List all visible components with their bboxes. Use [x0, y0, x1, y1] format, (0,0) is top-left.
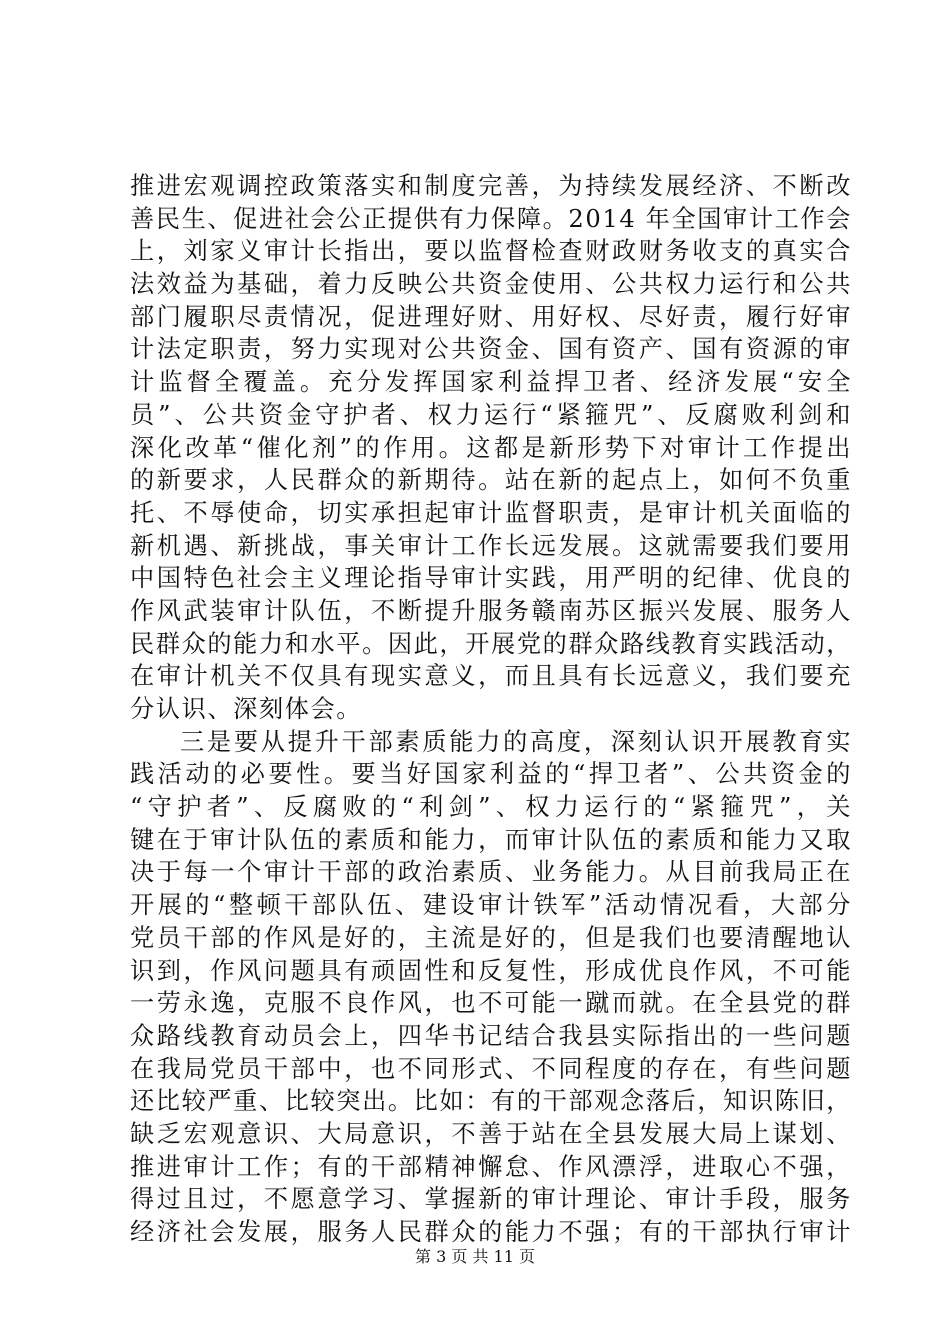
- text-line: 分认识、深刻体会。: [130, 695, 363, 723]
- text-line: 法效益为基础，着力反映公共资金使用、公共权力运行和公共: [130, 270, 852, 299]
- text-line: 党员干部的作风是好的，主流是好的，但是我们也要清醒地认: [130, 923, 852, 952]
- text-line: 众路线教育动员会上，四华书记结合我县实际指出的一些问题: [130, 1021, 852, 1050]
- text-line: 在我局党员干部中，也不同形式、不同程度的存在，有些问题: [130, 1054, 852, 1083]
- text-line: 计监督全覆盖。充分发挥国家利益捍卫者、经济发展“安全: [130, 368, 852, 397]
- text-line: 员”、公共资金守护者、权力运行“紧箍咒”、反腐败利剑和: [130, 400, 852, 429]
- text-line: 一劳永逸，克服不良作风，也不可能一蹴而就。在全县党的群: [130, 989, 852, 1018]
- text-line: 作风武装审计队伍，不断提升服务赣南苏区振兴发展、服务人: [130, 596, 852, 625]
- text-line: 中国特色社会主义理论指导审计实践，用严明的纪律、优良的: [130, 564, 852, 593]
- text-line: 得过且过，不愿意学习、掌握新的审计理论、审计手段，服务: [130, 1185, 852, 1214]
- text-line: 善民生、促进社会公正提供有力保障。2014 年全国审计工作会: [130, 204, 852, 233]
- text-line: 还比较严重、比较突出。比如：有的干部观念落后，知识陈旧，: [130, 1087, 853, 1116]
- text-line: 在审计机关不仅具有现实意义，而且具有长远意义，我们要充: [130, 662, 852, 691]
- text-line: 键在于审计队伍的素质和能力，而审计队伍的素质和能力又取: [130, 825, 852, 854]
- text-line: 深化改革“催化剂”的作用。这都是新形势下对审计工作提出: [130, 433, 852, 462]
- text-line: 部门履职尽责情况，促进理好财、用好权、尽好责，履行好审: [130, 302, 852, 331]
- text-line: 缺乏宏观意识、大局意识，不善于站在全县发展大局上谋划、: [130, 1119, 852, 1148]
- text-line: 推进宏观调控政策落实和制度完善，为持续发展经济、不断改: [130, 172, 852, 200]
- page-number-footer: 第 3 页 共 11 页: [415, 1247, 535, 1266]
- text-line: 新机遇、新挑战，事关审计工作长远发展。这就需要我们要用: [130, 531, 852, 560]
- text-line: 上，刘家义审计长指出，要以监督检查财政财务收支的真实合: [130, 237, 852, 266]
- text-line: 决于每一个审计干部的政治素质、业务能力。从目前我局正在: [130, 858, 852, 887]
- text-line: 识到，作风问题具有顽固性和反复性，形成优良作风，不可能: [130, 956, 852, 985]
- text-line: 民群众的能力和水平。因此，开展党的群众路线教育实践活动，: [130, 629, 853, 658]
- text-line: 托、不辱使命，切实承担起审计监督职责，是审计机关面临的: [130, 498, 852, 527]
- text-line: 经济社会发展，服务人民群众的能力不强；有的干部执行审计: [130, 1218, 852, 1246]
- body-text: [130, 170, 852, 1249]
- text-line: 计法定职责，努力实现对公共资金、国有资产、国有资源的审: [130, 335, 852, 364]
- text-line: “守护者”、反腐败的“利剑”、权力运行的“紧箍咒”，关: [130, 793, 852, 822]
- paragraph-start-line: 三是要从提升干部素质能力的高度，深刻认识开展教育实: [180, 727, 852, 756]
- text-line: 践活动的必要性。要当好国家利益的“捍卫者”、公共资金的: [130, 760, 852, 789]
- text-line: 开展的“整顿干部队伍、建设审计铁军”活动情况看，大部分: [130, 891, 852, 920]
- text-line: 推进审计工作；有的干部精神懈怠、作风漂浮，进取心不强，: [130, 1152, 852, 1181]
- text-line: 的新要求，人民群众的新期待。站在新的起点上，如何不负重: [130, 466, 852, 495]
